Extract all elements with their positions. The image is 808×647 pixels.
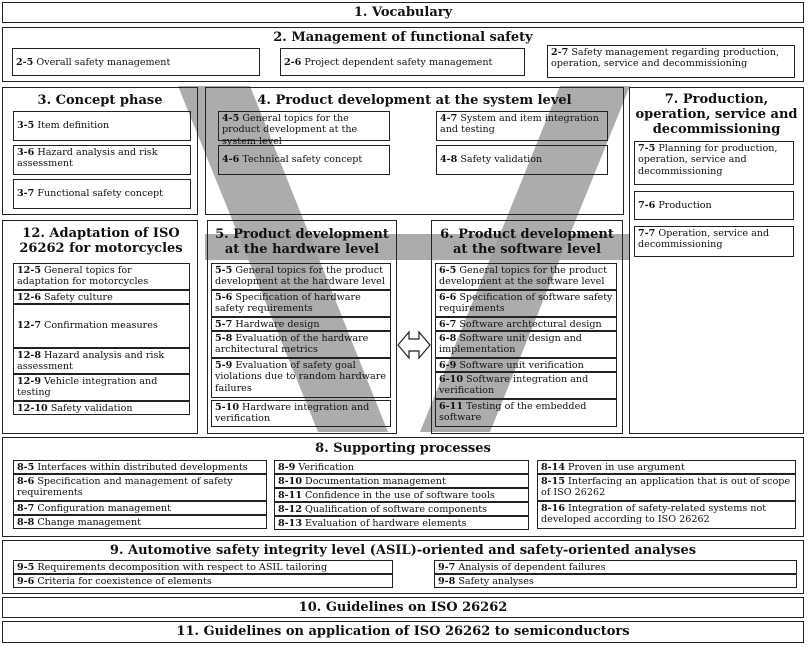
item-9-8: 9-8 Safety analyses xyxy=(434,574,797,588)
item-9-7: 9-7 Analysis of dependent failures xyxy=(434,560,797,574)
item-5-8: 5-8 Evaluation of the hardware architectural metrics xyxy=(211,331,391,358)
item-4-6: 4-6 Technical safety concept xyxy=(218,145,390,175)
item-2-7: 2-7 Safety management regarding production, operation, service and decommissioning xyxy=(547,45,795,78)
item-7-5: 7-5 Planning for production, operation, service and decommissioning xyxy=(634,141,794,185)
item-12-6: 12-6 Safety culture xyxy=(13,290,190,304)
item-4-8: 4-8 Safety validation xyxy=(436,145,608,175)
item-8-6: 8-6 Specification and management of safety requirements xyxy=(13,474,267,501)
item-8-9: 8-9 Verification xyxy=(274,460,529,474)
part-10-title: 10. Guidelines on ISO 26262 xyxy=(298,600,508,615)
item-8-10: 8-10 Documentation management xyxy=(274,474,529,488)
part-7-title: 7. Production, operation, service and decommissioning xyxy=(635,92,798,137)
part-11-title: 11. Guidelines on application of ISO 26262 to semiconductors xyxy=(176,624,630,639)
item-3-7: 3-7 Functional safety concept xyxy=(13,179,191,209)
item-5-9: 5-9 Evaluation of safety goal violations due to random hardware failures xyxy=(211,358,391,398)
item-9-5: 9-5 Requirements decomposition with respect to ASIL tailoring xyxy=(13,560,393,574)
item-9-6: 9-6 Criteria for coexistence of elements xyxy=(13,574,393,588)
part-1-title: 1. Vocabulary xyxy=(353,5,453,20)
item-2-6: 2-6 Project dependent safety management xyxy=(280,48,525,76)
part-7-box xyxy=(629,87,804,434)
part-3-title: 3. Concept phase xyxy=(37,93,163,108)
item-8-7: 8-7 Configuration management xyxy=(13,501,267,515)
item-12-10: 12-10 Safety validation xyxy=(13,401,190,415)
item-5-7: 5-7 Hardware design xyxy=(211,317,391,331)
item-4-5: 4-5 General topics for the product development at the system level xyxy=(218,111,390,141)
part-6-title: 6. Product development at the software level xyxy=(440,227,614,257)
item-8-8: 8-8 Change management xyxy=(13,515,267,529)
item-6-10: 6-10 Software integration and verification xyxy=(435,372,617,399)
item-8-5: 8-5 Interfaces within distributed developments xyxy=(13,460,267,474)
item-6-6: 6-6 Specification of software safety requirements xyxy=(435,290,617,317)
item-12-7: 12-7 Confirmation measures xyxy=(13,304,190,348)
item-3-6: 3-6 Hazard analysis and risk assessment xyxy=(13,145,191,175)
item-12-5: 12-5 General topics for adaptation for motorcycles xyxy=(13,263,190,290)
item-8-14: 8-14 Proven in use argument xyxy=(537,460,796,474)
bidirectional-arrow-icon xyxy=(396,328,432,362)
item-6-7: 6-7 Software archtectural design xyxy=(435,317,617,331)
item-8-11: 8-11 Confidence in the use of software tools xyxy=(274,488,529,502)
item-7-7: 7-7 Operation, service and decommissioning xyxy=(634,226,794,257)
item-6-9: 6-9 Software unit verification xyxy=(435,358,617,372)
item-6-11: 6-11 Testing of the embedded software xyxy=(435,399,617,427)
part-5-title: 5. Product development at the hardware level xyxy=(215,227,389,257)
item-8-16: 8-16 Integration of safety-related systems not developed according to ISO 26262 xyxy=(537,501,796,529)
item-12-8: 12-8 Hazard analysis and risk assessment xyxy=(13,348,190,374)
item-12-9: 12-9 Vehicle integration and testing xyxy=(13,374,190,401)
part-12-title: 12. Adaptation of ISO 26262 for motorcycles xyxy=(19,226,183,256)
item-8-12: 8-12 Qualification of software components xyxy=(274,502,529,516)
item-2-5: 2-5 Overall safety management xyxy=(12,48,260,76)
item-7-6: 7-6 Production xyxy=(634,191,794,220)
item-8-13: 8-13 Evaluation of hardware elements xyxy=(274,516,529,530)
part-9-title: 9. Automotive safety integrity level (ASIL)-oriented and safety-oriented analyses xyxy=(109,543,697,558)
item-6-5: 6-5 General topics for the product development at the software level xyxy=(435,263,617,290)
item-4-7: 4-7 System and item integration and testing xyxy=(436,111,608,141)
part-2-title: 2. Management of functional safety xyxy=(273,30,533,45)
part-4-title: 4. Product development at the system level xyxy=(257,93,572,108)
item-8-15: 8-15 Interfacing an application that is out of scope of ISO 26262 xyxy=(537,474,796,501)
item-5-10: 5-10 Hardware integration and verification xyxy=(211,400,391,427)
item-6-8: 6-8 Software unit design and implementation xyxy=(435,331,617,358)
item-5-5: 5-5 General topics for the product development at the hardware level xyxy=(211,263,391,290)
part-8-title: 8. Supporting processes xyxy=(315,441,491,456)
item-3-5: 3-5 Item definition xyxy=(13,111,191,141)
item-5-6: 5-6 Specification of hardware safety requirements xyxy=(211,290,391,317)
